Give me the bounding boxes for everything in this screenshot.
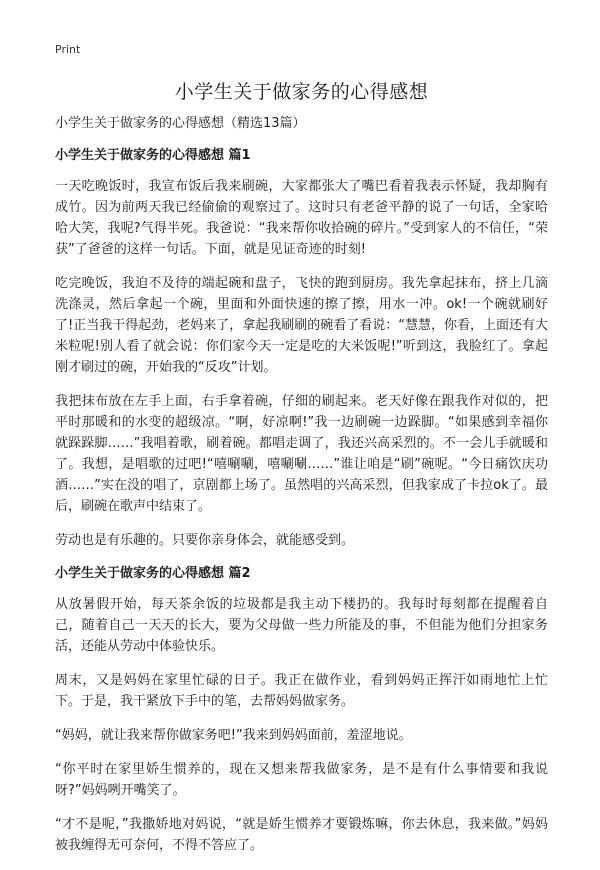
- document-page: [0, 42, 600, 856]
- section-heading: 小学生关于做家务的心得感想 篇2: [55, 566, 251, 581]
- paragraph: “妈妈，就让我来帮你做家务吧!”我来到妈妈面前，羞涩地说。: [55, 728, 412, 743]
- document-subtitle: 小学生关于做家务的心得感想（精选13篇）: [55, 116, 306, 131]
- paragraph: “你平时在家里娇生惯养的，现在又想来帮我做家务，是不是有什么事情要和我说呀?”妈妈咧开嘴笑了。: [55, 762, 548, 798]
- paragraph: 周末，又是妈妈在家里忙碌的日子。我正在做作业，看到妈妈正挥汗如雨地忙上忙下。于是，我干紧放下手中的笔，去帮妈妈做家务。: [55, 673, 548, 709]
- section-2: [55, 564, 548, 856]
- paragraph: 吃完晚饭，我迫不及待的端起碗和盘子，飞快的跑到厨房。我先拿起抹布，挤上几滴洗涤灵，然后拿起一个碗，里面和外面快速的擦了擦，用水一冲。ok!一个碗就刷好了!正当我干得起劲，老妈来了，拿起我刷刷的碗看了看说：“慧慧，你看，上面还有大米粒呢!别人看了就会说：你们家今天一定是吃的大米饭呢!”听到这，我脸红了。拿起刚才刷过的碗，开始我的“反攻”计划。: [55, 276, 548, 375]
- paragraph: 从放暑假开始，每天茶余饭的垃圾都是我主动下楼扔的。我每时每刻都在提醒着自己，随着自己一天天的长大，要为父母做一些力所能及的事，不但能为他们分担家务活，还能从劳动中体验快乐。: [55, 597, 548, 654]
- print-link[interactable]: Print: [55, 43, 81, 56]
- paragraph: 一天吃晚饭时，我宣布饭后我来刷碗，大家都张大了嘴巴看着我表示怀疑，我却胸有成竹。因为前两天我已经偷偷的观察过了。这时只有老爸平静的说了一句话，全家哈哈大笑，我呢?气得半死。我爸说：“我来帮你收拾碗的碎片。”受到家人的不信任，“荣获”了爸爸的这样一句话。下面，就是见证奇迹的时刻!: [55, 179, 548, 257]
- paragraph: “才不是呢，”我撒娇地对妈说，“就是娇生惯养才要锻炼嘛，你去休息，我来做。”妈妈被我缠得无可奈何，不得不答应了。: [55, 817, 548, 853]
- section-1: [55, 146, 548, 551]
- section-heading: 小学生关于做家务的心得感想 篇1: [55, 148, 251, 163]
- page-title: 小学生关于做家务的心得感想: [174, 81, 429, 103]
- paragraph: 我把抹布放在左手上面，右手拿着碗，仔细的刷起来。老天好像在跟我作对似的，把平时那暖和的水变的超级凉。“啊，好凉啊!”我一边刷碗一边跺脚。“如果感到幸福你就跺跺脚……”我唱着歌，刷着碗。都唱走调了，我还兴高采烈的。不一会儿手就暖和了。我想，是唱歌的过吧!“嘻唰唰，嘻唰唰……”谁让咱是“刷”碗呢。“今日痛饮庆功酒……”实在没的唱了，京剧都上场了。虽然唱的兴高采烈，但我家成了卡拉ok了。最后，刷碗在歌声中结束了。: [55, 394, 548, 514]
- paragraph: 劳动也是有乐趣的。只要你亲身体会，就能感受到。: [55, 533, 355, 548]
